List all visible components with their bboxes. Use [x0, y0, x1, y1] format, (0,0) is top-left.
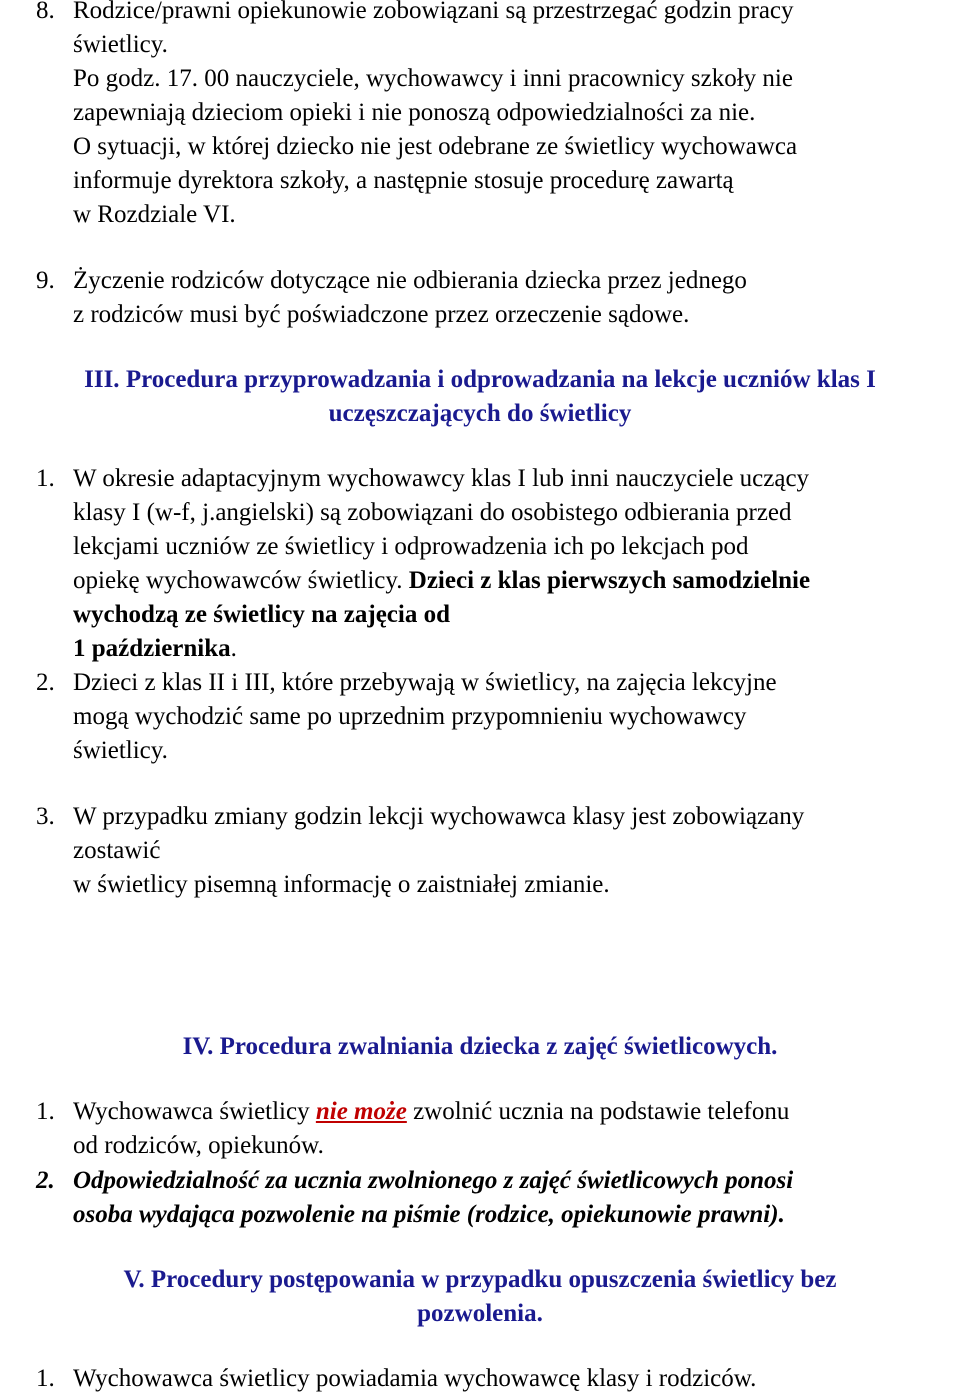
item-9-line-1: Życzenie rodziców dotyczące nie odbierania dziecka przez jednego [73, 267, 747, 294]
section-3-item-3-line-1: W przypadku zmiany godzin lekcji wychowawca klasy jest zobowiązany [73, 803, 805, 830]
section-4-title: Procedura zwalniania dziecka z zajęć świetlicowych. [219, 1033, 778, 1060]
section-4-item-1-number: 1. [36, 1098, 55, 1125]
section-4-item-1-line-1 [73, 1095, 789, 1129]
section-3-item-1-line-6-bold: 1 października [73, 635, 231, 662]
section-5-title-line-2: pozwolenia. [417, 1300, 543, 1327]
section-3-item-1-line-4-bold: Dzieci z klas pierwszych samodzielnie [408, 567, 811, 594]
section-4-item-1-after: zwolnić ucznia na podstawie telefonu [413, 1098, 790, 1125]
item-8-line-7: w Rozdziale VI. [73, 201, 236, 228]
section-4-heading [0, 1030, 960, 1064]
section-3-item-1-line-1: W okresie adaptacyjnym wychowawcy klas I lub inni nauczyciele uczący [73, 465, 810, 492]
section-5-title-line-1: Procedury postępowania w przypadku opuszczenia świetlicy bez [150, 1266, 837, 1293]
section-5-heading [0, 1263, 960, 1297]
section-3-item-2-line-2: mogą wychodzić same po uprzednim przypomnieniu wychowawcy [73, 703, 747, 730]
section-3-item-2-line-1: Dzieci z klas II i III, które przebywają w świetlicy, na zajęcia lekcyjne [73, 669, 777, 696]
section-3-item-2-number: 2. [36, 669, 55, 696]
section-5-item-1-line-1: Wychowawca świetlicy powiadamia wychowawcę klasy i rodziców. [73, 1365, 757, 1392]
section-3-heading [0, 363, 960, 397]
section-4-item-1-emphasis: nie może [315, 1098, 407, 1125]
item-8-number: 8. [36, 0, 55, 24]
section-3-item-1-line-3: lekcjami uczniów ze świetlicy i odprowadzenia ich po lekcjach pod [73, 533, 749, 560]
section-4-item-2-line-2: osoba wydająca pozwolenie na piśmie (rodzice, opiekunowie prawni). [73, 1201, 785, 1228]
item-9-number: 9. [36, 267, 55, 294]
section-3-title-line-1: Procedura przyprowadzania i odprowadzania na lekcje uczniów klas I [125, 366, 876, 393]
item-9-line-2: z rodziców musi być poświadczone przez orzeczenie sądowe. [73, 301, 690, 328]
item-8-line-6: informuje dyrektora szkoły, a następnie stosuje procedurę zawartą [73, 167, 734, 194]
item-8-line-3: Po godz. 17. 00 nauczyciele, wychowawcy i inni pracownicy szkoły nie [73, 65, 793, 92]
section-3-item-3-line-3: w świetlicy pisemną informację o zaistniałej zmianie. [73, 871, 610, 898]
item-8-line-2: świetlicy. [73, 31, 168, 58]
section-3-item-1-line-6-end: . [230, 635, 237, 662]
section-4-item-2-line-1: Odpowiedzialność za ucznia zwolnionego z zajęć świetlicowych ponosi [73, 1167, 794, 1194]
section-4-item-2-number: 2. [36, 1167, 55, 1194]
section-3-item-1-line-2: klasy I (w-f, j.angielski) są zobowiązani do osobistego odbierania przed [73, 499, 792, 526]
section-3-item-1-number: 1. [36, 465, 55, 492]
section-5-item-1-number: 1. [36, 1365, 55, 1392]
item-8-line-5: O sytuacji, w której dziecko nie jest odebrane ze świetlicy wychowawca [73, 133, 798, 160]
section-3-item-1-line-6 [73, 632, 237, 666]
section-5-roman: V. [123, 1266, 145, 1293]
section-3-item-3-line-2: zostawić [73, 837, 161, 864]
section-4-item-1-before: Wychowawca świetlicy [73, 1098, 310, 1125]
section-3-roman: III. [84, 366, 120, 393]
item-8-line-1: Rodzice/prawni opiekunowie zobowiązani są przestrzegać godzin pracy [73, 0, 794, 24]
section-3-item-3-number: 3. [36, 803, 55, 830]
item-8-line-4: zapewniają dzieciom opieki i nie ponoszą odpowiedzialności za nie. [73, 99, 756, 126]
section-3-item-2-line-3: świetlicy. [73, 737, 168, 764]
section-3-item-1-line-4 [73, 564, 810, 598]
section-3-item-1-line-5: wychodzą ze świetlicy na zajęcia od [73, 601, 451, 628]
section-4-roman: IV. [182, 1033, 214, 1060]
section-3-title-line-2: uczęszczających do świetlicy [328, 400, 632, 427]
section-4-item-1-line-2: od rodziców, opiekunów. [73, 1132, 324, 1159]
section-3-item-1-line-4-normal: opiekę wychowawców świetlicy. [73, 567, 403, 594]
